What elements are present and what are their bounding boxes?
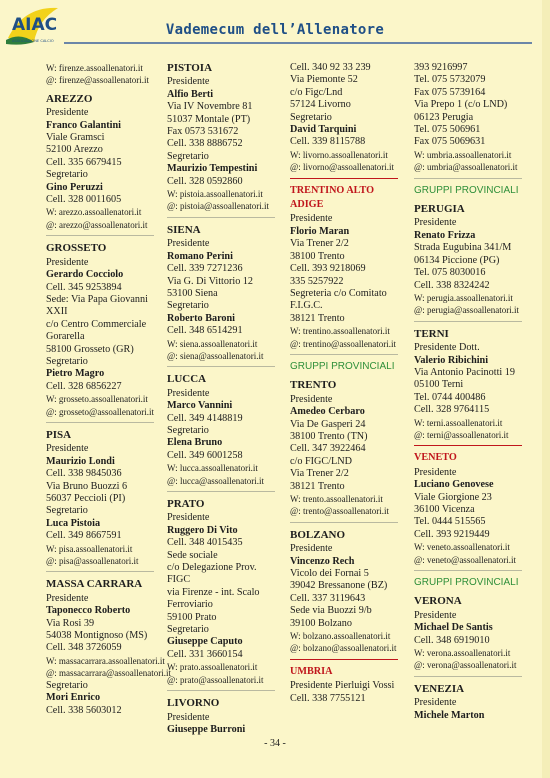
contact-line: Segretario <box>290 111 332 123</box>
contact-line: Cell. 338 5603012 <box>46 704 122 716</box>
province-heading: VENEZIA <box>414 682 465 695</box>
province-heading: SIENA <box>167 223 201 236</box>
web-contact: W: perugia.assoallenatori.it <box>414 292 513 303</box>
contact-line: Viale Giorgione 23 <box>414 491 492 503</box>
contact-line: 52100 Arezzo <box>46 144 103 156</box>
province-heading: AREZZO <box>46 92 93 105</box>
person-name: Amedeo Cerbaro <box>290 406 365 418</box>
contact-line: Sede via Buozzi 9/b <box>290 605 372 617</box>
contact-line: Via Trener 2/2 <box>290 238 349 250</box>
contact-line: Cell. 335 6679415 <box>46 156 122 168</box>
region-heading: TRENTINO ALTO <box>290 184 375 196</box>
contact-line: Cell. 349 6001258 <box>167 449 243 461</box>
contact-line: Segretario <box>167 624 209 636</box>
contact-line: 54038 Montignoso (MS) <box>46 630 148 642</box>
region-heading: ADIGE <box>290 199 324 211</box>
web-contact: @: arezzo@assoallenatori.it <box>46 219 148 230</box>
web-contact: W: bolzano.assoallenatori.it <box>290 631 391 642</box>
contact-line: Segretario <box>46 169 88 181</box>
contact-line: Cell. 338 8886752 <box>167 138 243 150</box>
section-divider <box>414 445 522 446</box>
contact-line: Cell. 331 3660154 <box>167 648 243 660</box>
contact-line: via Firenze - int. Scalo <box>167 586 260 598</box>
contact-line: c/o FIGC/LND <box>290 455 352 467</box>
contact-line: 59100 Prato <box>167 611 217 623</box>
contact-line: Via IV Novembre 81 <box>167 101 253 113</box>
contact-line: 56037 Peccioli (PI) <box>46 493 126 504</box>
group-heading: GRUPPI PROVINCIALI <box>414 577 519 589</box>
contact-line: Cell. 339 7271236 <box>167 263 243 275</box>
section-divider <box>290 522 398 523</box>
web-contact: W: umbria.assoallenatori.it <box>414 149 512 160</box>
contact-line: Presidente <box>167 76 210 88</box>
contact-line: 39042 Bressanone (BZ) <box>290 580 388 592</box>
person-name: Pietro Magro <box>46 368 105 380</box>
province-heading: PISTOIA <box>167 62 213 74</box>
contact-line: Cell. 338 9845036 <box>46 468 122 480</box>
person-name: Gerardo Cocciolo <box>46 269 124 281</box>
person-name: Marco Vannini <box>167 400 233 412</box>
contact-line: Tel. 075 5732079 <box>414 74 486 86</box>
province-heading: MASSA CARRARA <box>46 578 143 591</box>
contact-line: Cell. 393 9218069 <box>290 263 366 275</box>
contact-line: Presidente <box>167 512 210 524</box>
contact-line: 38100 Trento <box>290 250 345 262</box>
contact-line: Strada Eugubina 341/M <box>414 242 512 254</box>
person-name: Ruggero Di Vito <box>167 524 238 536</box>
contact-line: c/o Delegazione Prov. <box>167 562 257 574</box>
contact-line: Via Antonio Pacinotti 19 <box>414 366 515 378</box>
contact-line: Segretario <box>46 505 88 517</box>
contact-line: Cell. 338 7755121 <box>290 692 366 704</box>
contact-line: Fax 0573 531672 <box>167 126 239 138</box>
contact-line: Presidente <box>414 466 457 478</box>
contact-line: Presidente <box>290 543 333 555</box>
contact-line: Fax 075 5069631 <box>414 136 486 148</box>
person-name: Taponecco Roberto <box>46 605 131 617</box>
web-contact: W: livorno.assoallenatori.it <box>290 149 388 160</box>
web-contact: @: umbria@assoallenatori.it <box>414 162 518 173</box>
contact-line: Cell. 337 3119643 <box>290 592 366 604</box>
contact-line: Cell. 347 3922464 <box>290 443 366 455</box>
province-heading: PRATO <box>167 498 205 510</box>
contact-line: 36100 Vicenza <box>414 504 475 515</box>
contact-line: Tel. 0444 515565 <box>414 516 486 528</box>
group-heading: GRUPPI PROVINCIALI <box>290 360 395 372</box>
person-name: Giuseppe Burroni <box>167 723 246 735</box>
contact-line: Via De Gasperi 24 <box>290 418 366 430</box>
contact-line: Cell. 348 6514291 <box>167 325 243 337</box>
contact-line: Cell. 340 92 33 239 <box>290 62 371 73</box>
person-name: Roberto Baroni <box>167 312 236 324</box>
contact-line: F.I.G.C. <box>290 300 323 312</box>
web-contact: W: massacarrara.assoallenatori.it <box>46 655 165 666</box>
section-divider <box>46 571 154 572</box>
contact-line: Presidente <box>46 107 89 119</box>
contact-line: 38121 Trento <box>290 480 345 492</box>
contact-line: Via Piemonte 52 <box>290 74 358 86</box>
web-contact: W: lucca.assoallenatori.it <box>167 463 258 474</box>
section-divider <box>46 422 154 423</box>
web-contact: W: trentino.assoallenatori.it <box>290 326 390 337</box>
province-heading: LIVORNO <box>167 697 220 710</box>
logo-text: AIAC <box>12 15 58 35</box>
contact-line: FIGC <box>167 574 191 586</box>
contact-line: Tel. 075 506961 <box>414 124 481 136</box>
province-heading: GROSSETO <box>46 242 107 255</box>
section-divider <box>167 217 275 218</box>
contact-line: Cell. 348 4015435 <box>167 537 243 549</box>
page-edge-band <box>542 0 550 778</box>
region-heading: UMBRIA <box>290 665 333 677</box>
person-name: Elena Bruno <box>167 437 223 449</box>
person-name: Valerio Ribichini <box>414 354 489 366</box>
section-divider <box>414 321 522 322</box>
section-divider <box>167 366 275 367</box>
contact-line: Cell. 348 6919010 <box>414 634 490 646</box>
contact-line: Cell. 345 9253894 <box>46 281 122 293</box>
contact-line: Presidente <box>290 213 333 225</box>
contact-line: 38121 Trento <box>290 312 345 324</box>
province-heading: TRENTO <box>290 379 337 392</box>
web-contact: W: veneto.assoallenatori.it <box>414 542 510 553</box>
web-contact: W: trento.assoallenatori.it <box>290 494 383 504</box>
web-contact: W: firenze.assoallenatori.it <box>46 63 143 73</box>
contact-line: Gorarella <box>46 331 85 343</box>
web-contact: W: siena.assoallenatori.it <box>167 338 258 349</box>
web-contact: @: pisa@assoallenatori.it <box>46 556 139 567</box>
web-contact: @: prato@assoallenatori.it <box>167 674 264 685</box>
person-name: Gino Peruzzi <box>46 181 103 193</box>
contact-line: Segretario <box>46 679 88 691</box>
contact-line: Cell. 328 0011605 <box>46 194 122 206</box>
contact-line: Via Prepo 1 (c/o LND) <box>414 99 508 111</box>
region-heading: VENETO <box>414 452 457 464</box>
contact-line: Presidente <box>414 697 457 709</box>
contact-line: Presidente <box>167 238 210 250</box>
contact-line: Via G. Di Vittorio 12 <box>167 275 254 287</box>
person-name: Luciano Genovese <box>414 479 494 491</box>
person-name: Franco Galantini <box>46 119 121 131</box>
contact-line: 393 9216997 <box>414 62 468 73</box>
person-name: Romano Perini <box>167 250 233 262</box>
contact-line: Cell. 328 6856227 <box>46 380 122 392</box>
contact-line: Segretario <box>46 355 88 367</box>
contact-line: c/o Centro Commerciale <box>46 318 147 330</box>
web-contact: @: firenze@assoallenatori.it <box>46 75 150 86</box>
web-contact: W: grosseto.assoallenatori.it <box>46 394 148 405</box>
contact-line: 05100 Terni <box>414 379 464 391</box>
person-name: Renato Frizza <box>414 229 476 241</box>
section-divider <box>290 354 398 355</box>
column-1 <box>46 62 172 717</box>
web-contact: @: siena@assoallenatori.it <box>167 350 264 361</box>
contact-line: 39100 Bolzano <box>290 617 352 629</box>
contact-line: 06134 Piccione (PG) <box>414 254 500 266</box>
contact-line: Cell. 349 4148819 <box>167 412 243 424</box>
contact-line: 57124 Livorno <box>290 99 351 111</box>
web-contact: @: pistoia@assoallenatori.it <box>167 201 270 212</box>
contact-line: Presidente <box>46 592 89 604</box>
web-contact: W: prato.assoallenatori.it <box>167 662 258 673</box>
contact-line: Sede: Via Papa Giovanni <box>46 293 148 305</box>
contact-line: Presidente <box>167 711 210 723</box>
province-heading: BOLZANO <box>290 528 346 541</box>
web-contact: @: perugia@assoallenatori.it <box>414 305 520 316</box>
person-name: Mori Enrico <box>46 692 101 704</box>
section-divider <box>167 491 275 492</box>
contact-line: Segreteria c/o Comitato <box>290 287 387 299</box>
contact-line: Cell. 339 8115788 <box>290 136 366 148</box>
person-name: Luca Pistoia <box>46 517 101 529</box>
contact-line: Via Trener 2/2 <box>290 468 349 480</box>
contact-line: Via Bruno Buozzi 6 <box>46 480 128 492</box>
contact-line: Presidente <box>290 393 333 405</box>
contact-line: Fax 075 5739164 <box>414 86 486 98</box>
province-heading: VERONA <box>414 595 462 608</box>
contact-line: 51037 Montale (PT) <box>167 113 251 125</box>
contact-line: Sede sociale <box>167 549 218 561</box>
contact-line: Presidente Dott. <box>414 342 480 354</box>
section-divider <box>414 178 522 179</box>
person-name: Alfio Berti <box>167 88 214 100</box>
web-contact: @: livorno@assoallenatori.it <box>290 162 395 173</box>
person-name: Maurizio Londi <box>46 455 115 467</box>
web-contact: @: massacarrara@assoallenatori.it <box>46 668 172 679</box>
province-heading: PISA <box>46 428 72 441</box>
section-divider <box>167 690 275 691</box>
section-divider <box>414 676 522 677</box>
contact-line: 38100 Trento (TN) <box>290 430 368 442</box>
person-name: Florio Maran <box>290 225 350 237</box>
contact-line: Vicolo dei Fornai 5 <box>290 568 369 580</box>
group-heading: GRUPPI PROVINCIALI <box>414 184 519 196</box>
contact-line: Cell. 328 9764115 <box>414 404 490 416</box>
web-contact: W: pistoia.assoallenatori.it <box>167 189 263 200</box>
contact-line: Cell. 393 9219449 <box>414 528 490 540</box>
web-contact: @: trentino@assoallenatori.it <box>290 338 397 349</box>
contact-line: Cell. 349 8667591 <box>46 530 122 542</box>
person-name: Giuseppe Caputo <box>167 636 243 648</box>
column-2 <box>167 62 289 736</box>
web-contact: W: terni.assoallenatori.it <box>414 417 503 428</box>
person-name: Michele Marton <box>414 709 485 721</box>
logo-subtext: ASSOCIAZIONE CALCIO <box>12 39 54 43</box>
contact-line: Cell. 338 8324242 <box>414 279 490 291</box>
web-contact: W: arezzo.assoallenatori.it <box>46 207 142 218</box>
contact-line: Segretario <box>167 150 209 162</box>
person-name: Maurizio Tempestini <box>167 163 258 175</box>
contact-line: Via Rosi 39 <box>46 617 95 629</box>
column-4 <box>414 62 534 722</box>
contact-line: Tel. 075 8030016 <box>414 267 486 279</box>
page-number: - 34 - <box>264 738 286 749</box>
web-contact: @: veneto@assoallenatori.it <box>414 554 517 565</box>
section-divider <box>290 178 398 179</box>
contact-line: Segretario <box>167 424 209 436</box>
contact-line: XXII <box>46 306 68 318</box>
header-rule <box>64 42 532 44</box>
person-name: David Tarquini <box>290 124 357 136</box>
web-contact: @: verona@assoallenatori.it <box>414 660 517 671</box>
web-contact: W: pisa.assoallenatori.it <box>46 543 133 554</box>
province-heading: TERNI <box>414 327 449 340</box>
web-contact: @: lucca@assoallenatori.it <box>167 475 265 486</box>
province-heading: PERUGIA <box>414 203 465 216</box>
contact-line: 58100 Grosseto (GR) <box>46 343 134 355</box>
contact-line: Presidente <box>46 256 89 268</box>
contact-line: Ferroviario <box>167 599 213 611</box>
section-divider <box>290 659 398 660</box>
web-contact: @: terni@assoallenatori.it <box>414 429 509 440</box>
contact-line: Presidente <box>167 387 210 399</box>
contact-line: Presidente Pierluigi Vossi <box>290 680 395 692</box>
contact-line: 06123 Perugia <box>414 111 474 123</box>
contact-line: Presidente <box>414 609 457 621</box>
section-divider <box>46 235 154 236</box>
contact-line: Viale Gramsci <box>46 132 105 144</box>
person-name: Vincenzo Rech <box>290 555 355 567</box>
web-contact: @: trento@assoallenatori.it <box>290 506 390 517</box>
contact-line: Cell. 348 3726059 <box>46 642 122 654</box>
contact-line: Cell. 328 0592860 <box>167 175 243 187</box>
page-title: Vademecum dell’Allenatore <box>165 22 385 38</box>
contact-line: Presidente <box>414 217 457 229</box>
contact-line: c/o Figc/Lnd <box>290 86 343 98</box>
contact-line: Segretario <box>167 300 209 312</box>
column-3 <box>290 62 412 705</box>
contact-line: Presidente <box>46 443 89 455</box>
contact-line: 53100 Siena <box>167 287 218 299</box>
province-heading: LUCCA <box>167 373 207 386</box>
web-contact: W: verona.assoallenatori.it <box>414 648 511 659</box>
person-name: Michael De Santis <box>414 622 493 634</box>
contact-line: Tel. 0744 400486 <box>414 391 486 403</box>
web-contact: @: bolzano@assoallenatori.it <box>290 643 397 654</box>
contact-line: 335 5257922 <box>290 275 344 287</box>
section-divider <box>414 570 522 571</box>
web-contact: @: grosseto@assoallenatori.it <box>46 406 155 417</box>
